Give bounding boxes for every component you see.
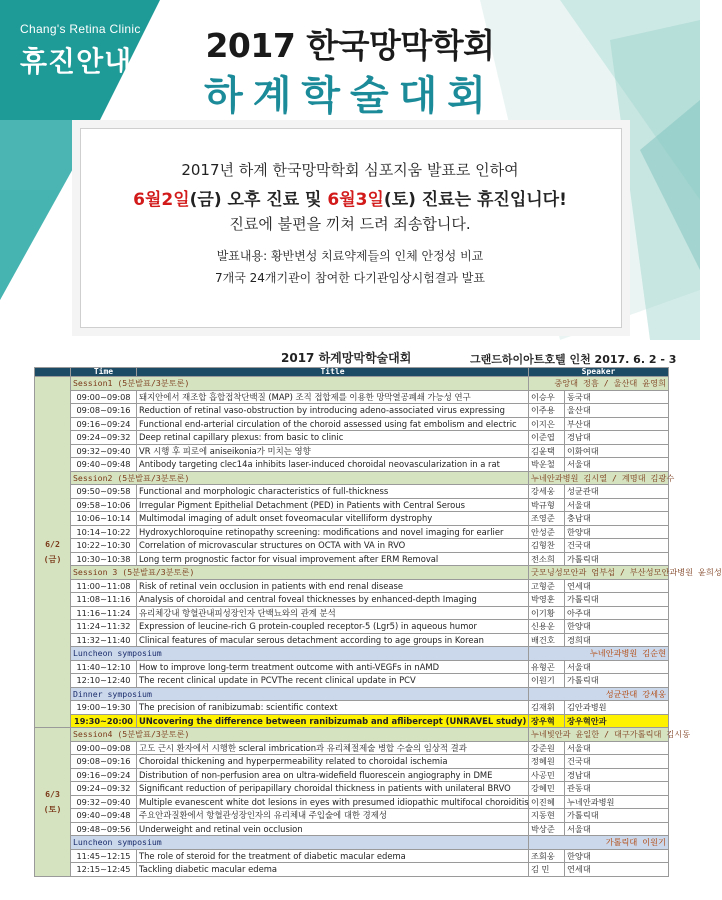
speaker-affiliation: 한양대: [565, 525, 669, 539]
talk-title: The role of steroid for the treatment of diabetic macular edema: [137, 849, 529, 863]
day-label: 6/3 (토): [35, 728, 71, 877]
speaker-name: 강혜민: [529, 782, 565, 796]
speaker-affiliation: 이화여대: [565, 444, 669, 458]
schedule-table: [34, 367, 722, 877]
talk-title: Tackling diabetic macular edema: [137, 863, 529, 877]
presentation-detail: 7개국 24개기관이 참여한 다기관임상시험결과 발표: [214, 271, 485, 285]
talk-title: 돼지안에서 재조합 흡합접착단백질 (MAP) 조직 접합제를 이용한 망막열공폐쇄 가능성 연구: [137, 390, 529, 404]
speaker-name: 지동현: [529, 809, 565, 823]
talk-time: 19:00~19:30: [71, 701, 137, 715]
talk-title: The recent clinical update in PCVThe recent clinical update in PCV: [137, 674, 529, 688]
talk-title: Correlation of microvascular structures on OCTA with VA in RVO: [137, 539, 529, 553]
speaker-affiliation: 한양대: [565, 849, 669, 863]
talk-title: Choroidal thickening and hyperpermeability related to choroidal ischemia: [137, 755, 529, 769]
table-row: [35, 674, 669, 688]
talk-time: 11:00~11:08: [71, 579, 137, 593]
speaker-name: 이기황: [529, 606, 565, 620]
session-header-row: [35, 566, 669, 580]
speaker-affiliation: 건국대: [565, 539, 669, 553]
table-row: [35, 701, 669, 715]
session-chair: 누네안과병원 김시열 / 계명대 김광수: [529, 471, 669, 485]
speaker-name: 박영훈: [529, 593, 565, 607]
session-chair: 누네안과병원 김순현: [529, 647, 669, 661]
speaker-affiliation: 김안과병원: [565, 701, 669, 715]
session-chair: 굿모닝성모안과 엄부섭 / 부산성모안과병원 윤희성: [529, 566, 669, 580]
talk-time: 09:48~09:56: [71, 822, 137, 836]
speaker-name: 전소희: [529, 552, 565, 566]
table-row: [35, 768, 669, 782]
table-row: [35, 512, 669, 526]
speaker-affiliation: 성균관대: [565, 485, 669, 499]
speaker-name: 신용운: [529, 620, 565, 634]
speaker-name: 이승우: [529, 390, 565, 404]
notice-line-1: 2017년 하계 한국망막학회 심포지움 발표로 인하여: [181, 161, 519, 179]
table-row: [35, 431, 669, 445]
speaker-affiliation: 서울대: [565, 822, 669, 836]
table-row: [35, 633, 669, 647]
speaker-affiliation: 경남대: [565, 768, 669, 782]
schedule-title: 2017 하계망막학술대회: [281, 351, 412, 365]
talk-title: Reduction of retinal vaso-obstruction by introducing adeno-associated virus expressing: [137, 404, 529, 418]
schedule-venue: 그랜드하이아트호텔 인천 2017. 6. 2 - 3: [470, 353, 677, 366]
table-row: [35, 552, 669, 566]
speaker-name: 사공민: [529, 768, 565, 782]
talk-title: How to improve long-term treatment outcome with anti-VEGFs in nAMD: [137, 660, 529, 674]
talk-time: 11:32~11:40: [71, 633, 137, 647]
talk-time: 09:40~09:48: [71, 458, 137, 472]
table-row: [35, 593, 669, 607]
table-row: [35, 620, 669, 634]
speaker-affiliation: 가톨릭대: [565, 809, 669, 823]
talk-title: Functional and morphologic characteristics of full-thickness: [137, 485, 529, 499]
talk-time: 12:10~12:40: [71, 674, 137, 688]
speaker-affiliation: 아주대: [565, 606, 669, 620]
session-header-row: [35, 647, 669, 661]
speaker-name: 장우혁: [529, 714, 565, 728]
talk-title: Deep retinal capillary plexus: from basic to clinic: [137, 431, 529, 445]
speaker-name: 조영준: [529, 512, 565, 526]
talk-time: 09:00~09:08: [71, 741, 137, 755]
speaker-name: 김윤택: [529, 444, 565, 458]
session-chair: 성균관대 강세웅: [529, 687, 669, 701]
session-name: Session4 (5분발표/3분토론): [71, 728, 529, 742]
table-row: [35, 444, 669, 458]
speaker-name: 김형찬: [529, 539, 565, 553]
session-header-row: [35, 728, 669, 742]
conference-title: 2017 한국망막학회: [205, 26, 495, 65]
speaker-affiliation: 울산대: [565, 404, 669, 418]
speaker-affiliation: 관동대: [565, 782, 669, 796]
table-row: [35, 579, 669, 593]
header-day: [35, 368, 71, 377]
speaker-affiliation: 누네안과병원: [565, 795, 669, 809]
talk-time: 09:32~09:40: [71, 444, 137, 458]
talk-time: 12:15~12:45: [71, 863, 137, 877]
talk-title: Distribution of non-perfusion area on ultra-widefield fluorescein angiography in DME: [137, 768, 529, 782]
speaker-name: 이원기: [529, 674, 565, 688]
talk-title: Hydroxychloroquine retinopathy screening: modifications and novel imaging for earlier: [137, 525, 529, 539]
speaker-name: 고형준: [529, 579, 565, 593]
talk-time: 10:22~10:30: [71, 539, 137, 553]
session-name: Dinner symposium: [71, 687, 529, 701]
talk-title: VR 시행 후 피로에 aniseikonia가 미치는 영향: [137, 444, 529, 458]
talk-title: Functional end-arterial circulation of the choroid assessed using fat embolism and electric: [137, 417, 529, 431]
speaker-name: 배건호: [529, 633, 565, 647]
session-chair: 누네빛안과 윤일한 / 대구가톨릭대 김시동: [529, 728, 669, 742]
speaker-affiliation: 충남대: [565, 512, 669, 526]
table-row: [35, 863, 669, 877]
talk-title: Underweight and retinal vein occlusion: [137, 822, 529, 836]
speaker-affiliation: 가톨릭대: [565, 593, 669, 607]
session-name: Session 3 (5분발표/3분토론): [71, 566, 529, 580]
speaker-name: 유형곤: [529, 660, 565, 674]
talk-title: 유리체강내 항혈관내피성장인자 단백뇨와의 관계 분석: [137, 606, 529, 620]
table-row: [35, 782, 669, 796]
talk-title: Irregular Pigment Epithelial Detachment (PED) in Patients with Central Serous: [137, 498, 529, 512]
talk-title: Antibody targeting clec14a inhibits laser-induced choroidal neovascularization in a rat: [137, 458, 529, 472]
table-row: [35, 525, 669, 539]
talk-title: The precision of ranibizumab: scientific context: [137, 701, 529, 715]
table-row: [35, 404, 669, 418]
session-name: Session2 (5분발표/3분토론): [71, 471, 529, 485]
talk-time: 09:58~10:06: [71, 498, 137, 512]
speaker-affiliation: 부산대: [565, 417, 669, 431]
speaker-affiliation: 연세대: [565, 863, 669, 877]
talk-title: Multiple evanescent white dot lesions in eyes with presumed idiopathic multifocal choroiditis: [137, 795, 529, 809]
talk-time: 09:40~09:48: [71, 809, 137, 823]
talk-time: 10:30~10:38: [71, 552, 137, 566]
table-row: [35, 660, 669, 674]
speaker-name: 강세웅: [529, 485, 565, 499]
speaker-name: 이진혜: [529, 795, 565, 809]
table-row: [35, 390, 669, 404]
speaker-affiliation: 경희대: [565, 633, 669, 647]
session-header-row: [35, 377, 669, 391]
notice-title: 휴진안내: [20, 45, 133, 78]
talk-time: 09:24~09:32: [71, 782, 137, 796]
speaker-name: 조회웅: [529, 849, 565, 863]
closure-date-1: 6월2일: [133, 190, 190, 210]
session-name: Luncheon symposium: [71, 836, 529, 850]
header-title: Title: [137, 368, 529, 377]
speaker-affiliation: 경남대: [565, 431, 669, 445]
table-row: [35, 741, 669, 755]
speaker-affiliation: 장우혁안과: [565, 714, 669, 728]
talk-title: Clinical features of macular serous detachment according to age groups in Korean: [137, 633, 529, 647]
table-row: [35, 809, 669, 823]
speaker-name: 김 민: [529, 863, 565, 877]
talk-time: 10:06~10:14: [71, 512, 137, 526]
talk-time: 09:32~09:40: [71, 795, 137, 809]
talk-title: 고도 근시 환자에서 시행한 scleral imbrication과 유리체절제술 병합 수술의 임상적 결과: [137, 741, 529, 755]
talk-title: Multimodal imaging of adult onset foveomacular vitelliform dystrophy: [137, 512, 529, 526]
notice-apology: 진료에 불편을 끼쳐 드려 죄송합니다.: [229, 215, 471, 233]
table-row: [35, 714, 669, 728]
talk-time: 09:50~09:58: [71, 485, 137, 499]
talk-title: Significant reduction of peripapillary choroidal thickness in patients with unilateral BRVO: [137, 782, 529, 796]
day2-body: [35, 728, 691, 877]
table-row: [35, 458, 669, 472]
talk-time: 11:45~12:15: [71, 849, 137, 863]
table-header-row: [35, 368, 669, 377]
talk-time: 09:00~09:08: [71, 390, 137, 404]
speaker-affiliation: 한양대: [565, 620, 669, 634]
closure-date-2: 6월3일: [327, 190, 384, 210]
clinic-name: Chang's Retina Clinic: [20, 22, 141, 36]
talk-time: 11:40~12:10: [71, 660, 137, 674]
talk-time: 09:08~09:16: [71, 404, 137, 418]
speaker-name: 이지은: [529, 417, 565, 431]
speaker-affiliation: 서울대: [565, 458, 669, 472]
table-row: [35, 485, 669, 499]
session-name: Session1 (5분발표/3분토론): [71, 377, 529, 391]
speaker-name: 강준원: [529, 741, 565, 755]
notice-line-closure: [93, 185, 607, 210]
speaker-affiliation: 건국대: [565, 755, 669, 769]
session-header-row: [35, 836, 669, 850]
closure-text-1: (금) 오후 진료 및: [189, 190, 328, 210]
table-row: [35, 849, 669, 863]
talk-time: 10:14~10:22: [71, 525, 137, 539]
session-chair: 중앙대 정흠 / 울산대 윤영희: [529, 377, 669, 391]
speaker-affiliation: 가톨릭대: [565, 552, 669, 566]
session-header-row: [35, 471, 669, 485]
session-name: Luncheon symposium: [71, 647, 529, 661]
talk-time: 11:24~11:32: [71, 620, 137, 634]
speaker-affiliation: 동국대: [565, 390, 669, 404]
speaker-affiliation: 서울대: [565, 498, 669, 512]
day1-body: [35, 377, 722, 728]
speaker-name: 이준엽: [529, 431, 565, 445]
session-header-row: [35, 687, 669, 701]
day-label: 6/2 (금): [35, 377, 71, 728]
presentation-topic: 발표내용: 황반변성 치료약제들의 인체 안정성 비교: [216, 249, 484, 263]
table-row: [35, 539, 669, 553]
talk-time: 09:24~09:32: [71, 431, 137, 445]
talk-title: Expression of leucine-rich G protein-coupled receptor-5 (Lgr5) in aqueous humor: [137, 620, 529, 634]
table-row: [35, 822, 669, 836]
talk-title: Risk of retinal vein occlusion in patients with end renal disease: [137, 579, 529, 593]
speaker-name: 이주용: [529, 404, 565, 418]
speaker-affiliation: 서울대: [565, 660, 669, 674]
table-row: [35, 417, 669, 431]
talk-time: 11:16~11:24: [71, 606, 137, 620]
talk-title: 주요안과질환에서 항혈관성장인자의 유리체내 주입술에 대한 경제성: [137, 809, 529, 823]
talk-time: 09:08~09:16: [71, 755, 137, 769]
table-row: [35, 795, 669, 809]
talk-title: Analysis of choroidal and central foveal thicknesses by enhanced-depth Imaging: [137, 593, 529, 607]
speaker-affiliation: 가톨릭대: [565, 674, 669, 688]
talk-time: 09:16~09:24: [71, 768, 137, 782]
table-row: [35, 755, 669, 769]
header-speaker: Speaker: [529, 368, 669, 377]
speaker-name: 김재휘: [529, 701, 565, 715]
session-chair: 가톨릭대 이원기: [529, 836, 669, 850]
notice-content: [93, 141, 607, 313]
conference-subtitle: 하계학술대회: [204, 73, 496, 119]
speaker-name: 박규형: [529, 498, 565, 512]
talk-time: 09:16~09:24: [71, 417, 137, 431]
table-row: [35, 606, 669, 620]
talk-time: 19:30~20:00: [71, 714, 137, 728]
table-row: [35, 498, 669, 512]
speaker-name: 정혜원: [529, 755, 565, 769]
speaker-name: 박운철: [529, 458, 565, 472]
talk-time: 11:08~11:16: [71, 593, 137, 607]
speaker-name: 박상준: [529, 822, 565, 836]
speaker-name: 안성준: [529, 525, 565, 539]
talk-title: UNcovering the difference between ranibizumab and aflibercept (UNRAVEL study): [137, 714, 529, 728]
speaker-affiliation: 서울대: [565, 741, 669, 755]
talk-title: Long term prognostic factor for visual improvement after ERM Removal: [137, 552, 529, 566]
speaker-affiliation: 연세대: [565, 579, 669, 593]
header-time: Time: [71, 368, 137, 377]
closure-text-2: (토) 진료는 휴진입니다!: [383, 190, 567, 210]
